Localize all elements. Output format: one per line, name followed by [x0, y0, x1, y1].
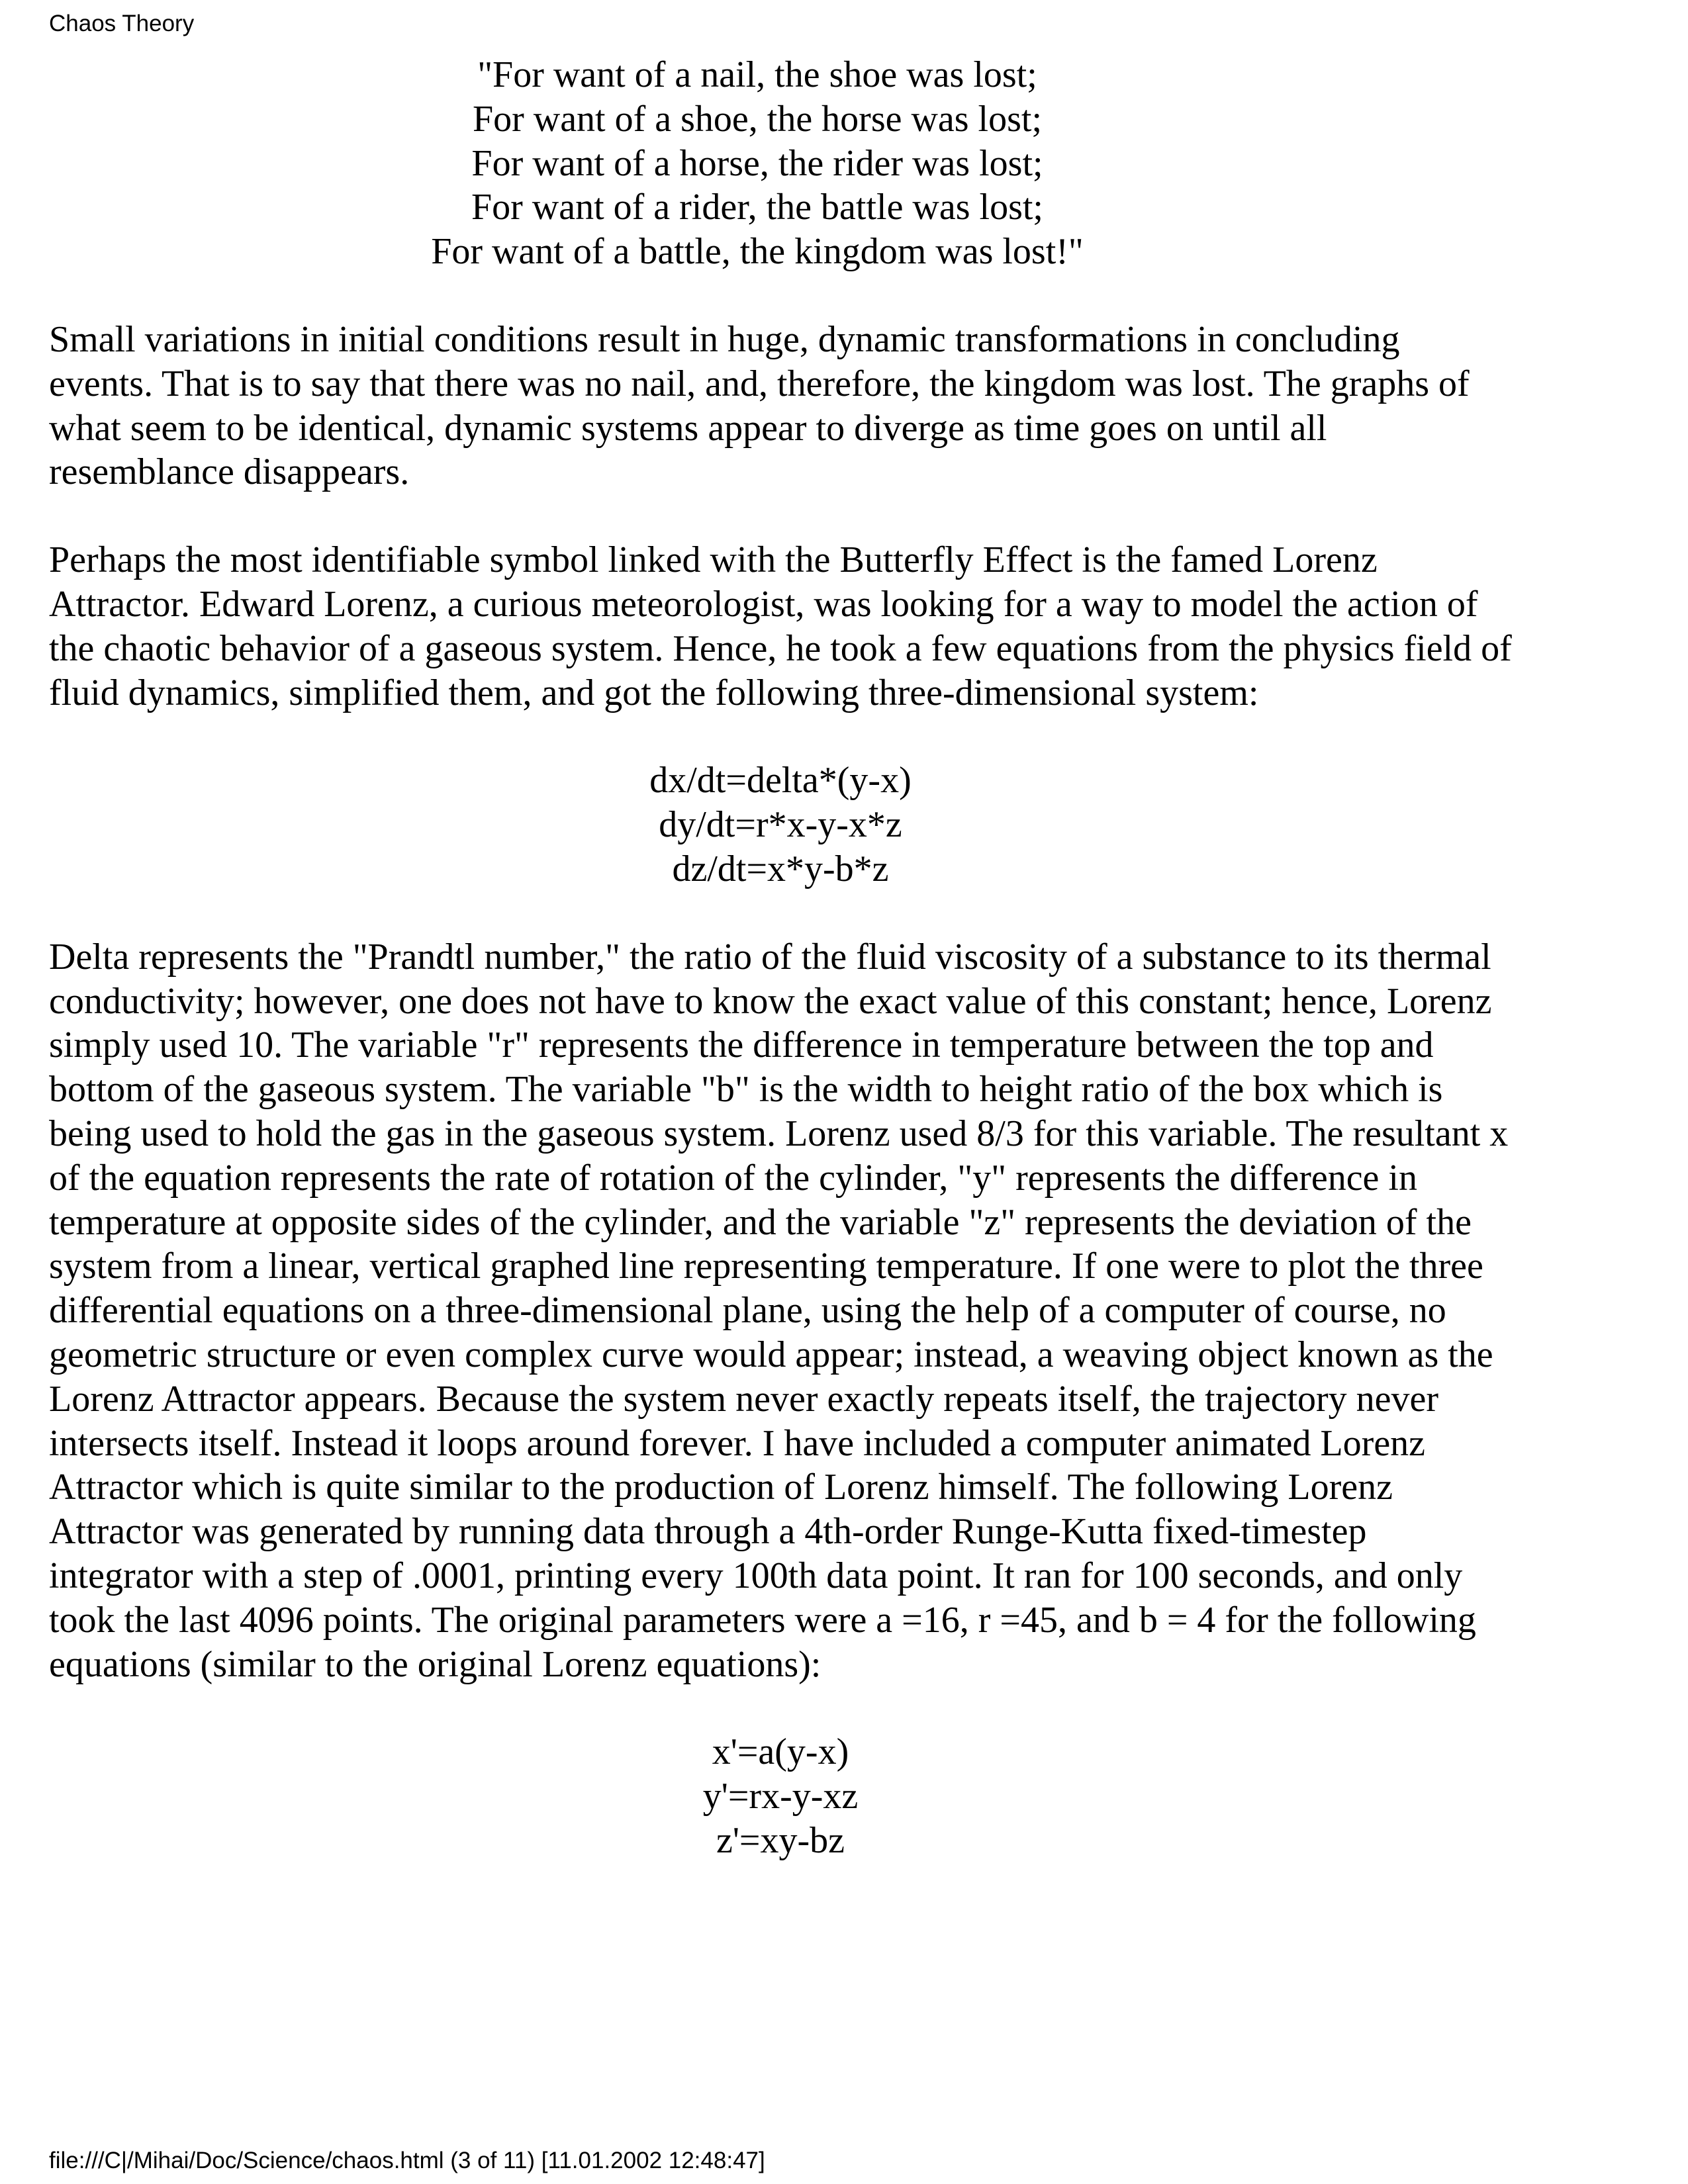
poem-line: For want of a shoe, the horse was lost; — [472, 98, 1043, 140]
document-body — [49, 53, 1512, 1863]
equation-line: dy/dt=r*x-y-x*z — [659, 804, 902, 846]
lorenz-equations — [49, 758, 1512, 891]
poem-line: "For want of a nail, the shoe was lost; — [477, 54, 1037, 95]
paragraph-prandtl-number: Delta represents the "Prandtl number," the ratio of the fluid viscosity of a substance to its thermal conductivity; however, one does not have to know the exact value of this constant; hence, Lorenz simply used 10. The variable "r" represents the difference in temperature between the top and bottom of the gaseous system. The variable "b" is the width to height ratio of the box which is being used to hold the gas in the gaseous system. Lorenz used 8/3 for this variable. The resultant x of the equation represents the rate of rotation of the cylinder, "y" represents the difference in temperature at opposite sides of the cylinder, and the variable "z" represents the deviation of the system from a linear, vertical graphed line representing temperature. If one were to plot the three differential equations on a three-dimensional plane, using the help of a computer of course, no geometric structure or even complex curve would appear; instead, a weaving object known as the Lorenz Attractor appears. Because the system never exactly repeats itself, the trajectory never intersects itself. Instead it loops around forever. I have included a computer animated Lorenz Attractor which is quite similar to the production of Lorenz himself. The following Lorenz Attractor was generated by running data through a 4th-order Runge-Kutta fixed-timestep integrator with a step of .0001, printing every 100th data point. It ran for 100 seconds, and only took the last 4096 points. The original parameters were a =16, r =45, and b = 4 for the following equations (similar to the original Lorenz equations): — [49, 936, 1509, 1685]
paragraph-butterfly-effect: Small variations in initial conditions result in huge, dynamic transformations in concluding events. That is to say that there was no nail, and, therefore, the kingdom was lost. The graphs of what seem to be identical, dynamic systems appear to diverge as time goes on until all resemblance disappears. — [49, 318, 1470, 493]
paragraph-lorenz-attractor: Perhaps the most identifiable symbol linked with the Butterfly Effect is the famed Lorenz Attractor. Edward Lorenz, a curious meteorologist, was looking for a way to model the action of the chaotic behavior of a gaseous system. Hence, he took a few equations from the physics field of fluid dynamics, simplified them, and got the following three-dimensional system: — [49, 539, 1512, 713]
equation-line: dx/dt=delta*(y-x) — [649, 760, 912, 801]
equation-line: y'=rx-y-xz — [702, 1776, 859, 1817]
poem-line: For want of a battle, the kingdom was lost!" — [431, 231, 1084, 273]
variant-equations — [49, 1730, 1512, 1862]
equation-line: x'=a(y-x) — [712, 1731, 849, 1773]
poem-line: For want of a rider, the battle was lost; — [471, 187, 1043, 228]
equation-line: dz/dt=x*y-b*z — [672, 848, 889, 889]
poem-line: For want of a horse, the rider was lost; — [471, 142, 1043, 184]
poem-quote — [49, 53, 1466, 274]
equation-line: z'=xy-bz — [716, 1819, 845, 1861]
page-footer-url: file:///C|/Mihai/Doc/Science/chaos.html (3 of 11) [11.01.2002 12:48:47] — [49, 2148, 765, 2173]
page-header-title: Chaos Theory — [49, 11, 195, 36]
